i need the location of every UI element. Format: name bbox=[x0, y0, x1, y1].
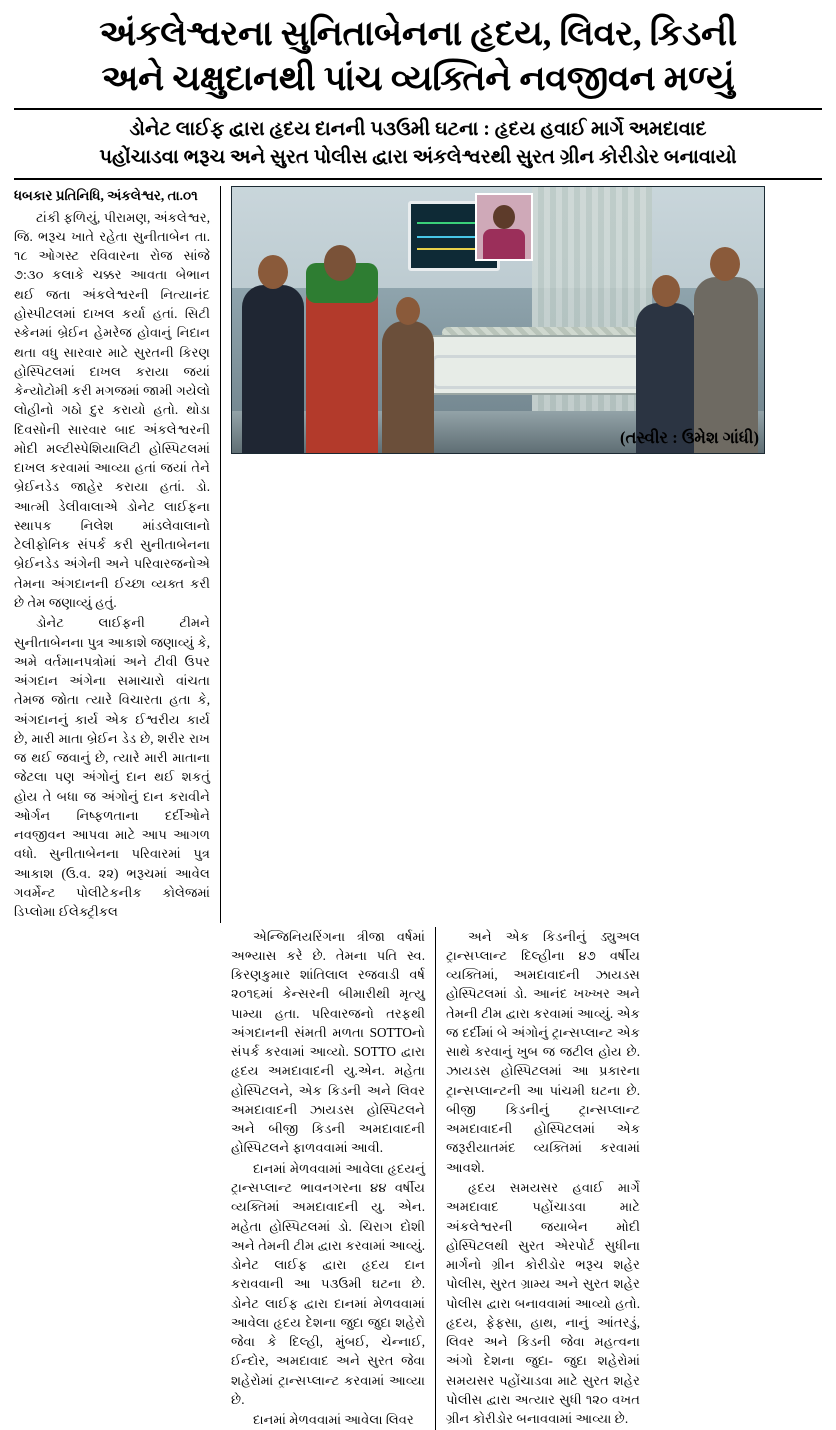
inset-portrait-photo bbox=[475, 193, 533, 261]
paragraph: અને એક કિડનીનું ડ્યુઅલ ટ્રાન્સપ્લાન્ટ દિલ્હીના ૪૭ વર્ષીય વ્યક્તિમાં, અમદાવાદની ઝાયડસ હોસ્પિટલમાં ડો. આનંદ ખખ્ખર અને તેમની ટીમ દ્વારા કરવામાં આવ્યું. એક જ દર્દીમાં બે અંગોનું ટ્રાન્સપ્લાન્ટ એક સાથે કરવાનું ખુબ જ જટીલ હોય છે. ઝાયડસ હોસ્પિટલમાં આ પ્રકારના ટ્રાન્સપ્લાન્ટની આ પાંચમી ઘટના છે. બીજી કિડનીનું ટ્રાન્સપ્લાન્ટ અમદાવાદની હોસ્પિટલમાં એક જરૂરીયાતમંદ વ્યક્તિમાં કરવામાં આવશે. bbox=[446, 928, 640, 1175]
photo-person-head bbox=[324, 245, 356, 281]
divider-bottom bbox=[14, 178, 822, 180]
photo-person bbox=[306, 277, 378, 453]
paragraph: ડોનેટ લાઈફની ટીમને સુનીતાબેનના પુત્ર આકાશે જણાવ્યું કે, અમે વર્તમાનપત્રોમાં અને ટીવી ઉપર અંગદાન અંગેના સમાચારો વાંચતા તેમજ જોતા ત્યારે વિચારતા હતા કે, અંગદાનનું કાર્ય એક ઈશ્વરીય કાર્ય છે, મારી માતા બ્રેઈન ડેડ છે, શરીર રાખ જ થઈ જવાનું છે, ત્યારે મારી માતાના જેટલા પણ અંગોનું દાન થઈ શકતું હોય તે બધા જ અંગોનું દાન કરાવીને ઓર્ગન નિષ્ફળતાના દર્દીઓને નવજીવન આપવા માટે આપ આગળ વધો. સુનીતાબેનના પરિવારમાં પુત્ર આકાશ (ઉ.વ. ૨૨) ભરૂચમાં આવેલ ગવર્મેન્ટ પોલીટેકનીક કોલેજમાં ડિપ્લોમા ઈલેક્ટ્રીકલ bbox=[14, 615, 210, 920]
photo-person bbox=[694, 277, 758, 453]
article-column-2 bbox=[231, 927, 425, 1430]
divider-top bbox=[14, 108, 822, 110]
column-divider bbox=[220, 186, 221, 922]
subheadline bbox=[16, 116, 820, 173]
news-photo bbox=[231, 186, 765, 454]
paragraph: દાનમાં મેળવવામાં આવેલા હૃદયનું ટ્રાન્સપ્લાન્ટ ભાવનગરના ૪૪ વર્ષીય વ્યક્તિમાં અમદાવાદની યુ. એન. મહેતા હોસ્પિટલમાં ડો. ચિરાગ દોશી અને તેમની ટીમ દ્વારા કરવામાં આવ્યું. ડોનેટ લાઈફ દ્વારા હૃદય દાન કરાવવાની આ ૫૩ઉમી ઘટના છે. ડોનેટ લાઈફ દ્વારા દાનમાં મેળવવામાં આવેલા હૃદય દેશના જુદા જુદા શહેરો જેવા કે દિલ્હી, મુંબઈ, ચેન્નાઈ, ઈન્દોર, અમદાવાદ અને સુરત જેવા શહેરોમાં ટ્રાન્સપ્લાન્ટ કરવામાં આવ્યા છે. bbox=[231, 1160, 425, 1407]
photo-person-head bbox=[710, 247, 740, 281]
inset-portrait-head bbox=[493, 205, 515, 229]
photo-person-head bbox=[652, 275, 680, 307]
article-bottom-region bbox=[14, 927, 822, 1430]
paragraph: ટાંકી ફળિયું, પીરામણ, અંકલેશ્વર, જિ. ભરૂચ ખાતે રહેતા સુનીતાબેન તા. ૧૮ ઓગસ્ટ રવિવારના રોજ સાંજે ૭:૩૦ કલાકે ચક્કર આવતા બેભાન થઈ જતા અંકલેશ્વરની નિત્યાનંદ હોસ્પીટલમાં દાખલ કર્યા હતાં. સિટી સ્કેનમાં બ્રેઈન હેમરેજ હોવાનું નિદાન થતા વધુ સારવાર માટે સુરતની કિરણ હોસ્પિટલમાં દાખલ કરાયા જયાં કેન્યોટોમી કરી મગજમાં જામી ગયેલો લોહીનો ગઠો દુર કરાયો હતો. થોડા દિવસોની સારવાર બાદ અંકલેશ્વરની મોદી મલ્ટીસ્પેશિયાલિટી હોસ્પિટલમાં દાખલ કરવામાં આવ્યા હતાં જયાં તેને બ્રેઈનડેડ જાહેર કરાયા હતાં. ડો. આત્મી ડેલીવાલાએ ડોનેટ લાઈફના સ્થાપક નિલેશ માંડલેવાલાનો ટેલીફોનિક સંપર્ક કરી સુનીતાબેનના બ્રેઈનડેડ અંગેની અને પરિવારજનોએ તેમના અંગદાનની ઈચ્છા વ્યક્ત કરી છે તેમ જણાવ્યું હતું. bbox=[14, 209, 210, 610]
page-title bbox=[14, 12, 822, 102]
subheadline-line-2: પહોંચાડવા ભરૂચ અને સુરત પોલીસ દ્વારા અંકલેશ્વરથી સુરત ગ્રીન કોરીડોર બનાવાયો bbox=[99, 146, 737, 168]
headline-line-1: અંકલેશ્વરના સુનિતાબેનના હૃદય, લિવર, કિડની bbox=[99, 14, 737, 53]
headline-line-2: અને ચક્ષુદાનથી પાંચ વ્યક્તિને નવજીવન મળ્યું bbox=[101, 58, 735, 98]
photo-person-head bbox=[258, 255, 288, 289]
article-column-3 bbox=[446, 927, 640, 1430]
article-column-1 bbox=[14, 186, 210, 922]
photo-caption: (તસ્વીર : ઉમેશ ગાંધી) bbox=[619, 428, 759, 448]
subheadline-line-1: ડોનેટ લાઈફ દ્વારા હૃદય દાનની ૫૩ઉમી ઘટના : હૃદય હવાઈ માર્ગે અમદાવાદ bbox=[129, 118, 707, 140]
article-top-region bbox=[14, 186, 822, 922]
paragraph: એન્જિનિયરિંગના ત્રીજા વર્ષમાં અભ્યાસ કરે છે. તેમના પતિ સ્વ. કિરણકુમાર શાંતિલાલ રજવાડી વર્ષ ૨૦૧૬માં કેન્સરની બીમારીથી મૃત્યુ પામ્યા હતા. પરિવારજનો તરફથી અંગદાનની સંમતી મળતા SOTTOનો સંપર્ક કરવામાં આવ્યો. SOTTO દ્વારા હૃદય અમદાવાદની યુ.એન. મહેતા હોસ્પિટલને, એક કિડની અને લિવર અમદાવાદની ઝાયડસ હોસ્પિટલને અને બીજી કિડની અમદાવાદની હોસ્પિટલને ફાળવવામાં આવી. bbox=[231, 928, 425, 1156]
paragraph: હૃદય સમયસર હવાઈ માર્ગે અમદાવાદ પહોંચાડવા માટે અંકલેશ્વરની જયાબેન મોદી હોસ્પિટલથી સુરત એરપોર્ટ સુધીના માર્ગનો ગ્રીન કોરીડોર ભરૂચ શહેર પોલીસ, સુરત ગ્રામ્ય અને સુરત શહેર પોલીસ દ્વારા બનાવવામાં આવ્યો હતો. હૃદય, ફેફસા, હાથ, નાનું આંતરડું, લિવર અને કિડની જેવા મહત્વના અંગો દેશના જુદા- જુદા શહેરોમાં સમયસર પહોંચાડવા માટે સુરત શહેર પોલીસ દ્વારા અત્યાર સુધી ૧૨૦ વખત ગ્રીન કોરીડોર બનાવવામાં આવ્યા છે. bbox=[446, 1179, 640, 1427]
photo-person-head bbox=[396, 297, 420, 325]
column-divider bbox=[435, 927, 436, 1430]
inset-portrait-body bbox=[483, 229, 525, 259]
paragraph: દાનમાં મેળવવામાં આવેલા લિવર bbox=[253, 1412, 414, 1428]
photo-block bbox=[231, 186, 765, 454]
byline: ધબકાર પ્રતિનિધિ, અંકલેશ્વર, તા.૦૧ bbox=[14, 188, 198, 204]
